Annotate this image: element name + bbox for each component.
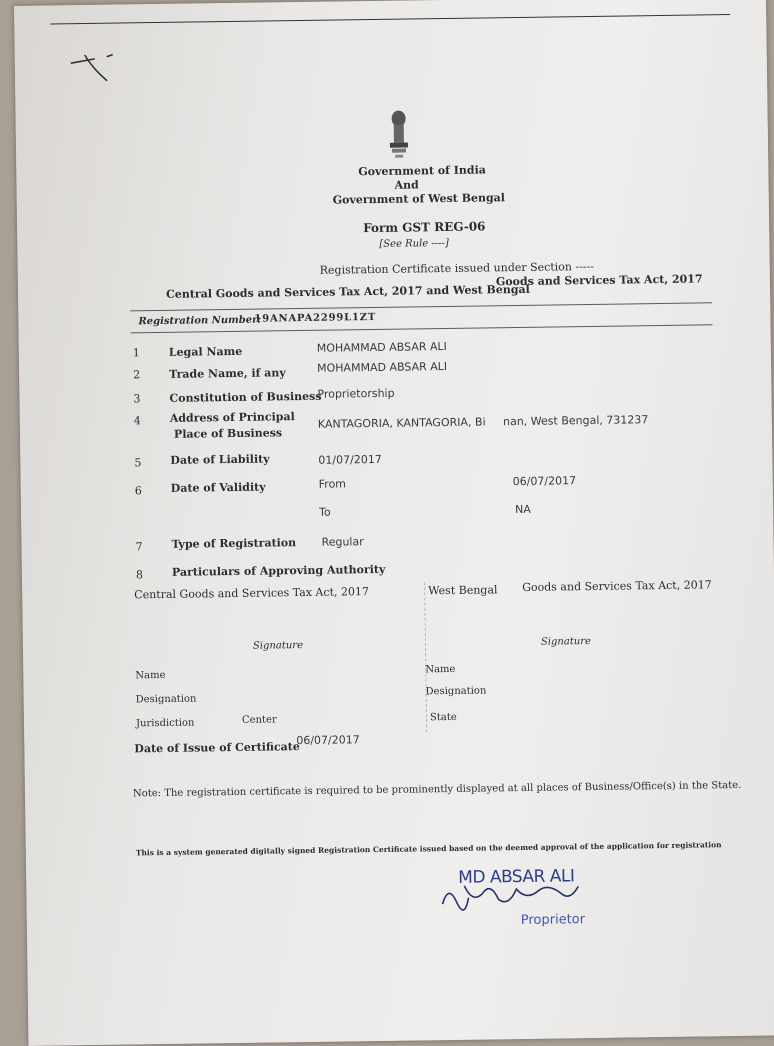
registration-type-value: Regular [321,535,364,549]
stamp-name: MD ABSAR ALI [458,866,575,888]
validity-from-label: From [318,477,347,491]
address-value: KANTAGORIA, KANTAGORIA, Bi nan, West Bengal, 731237 [317,413,649,431]
top-rule [50,14,730,24]
legal-name-value: MOHAMMAD ABSAR ALI [316,339,447,355]
registration-number: 19ANAPA2299L1ZT [254,311,377,325]
gov-state: Government of West Bengal [332,191,506,207]
field-num-4: 4 [133,414,141,428]
signature-left: Signature [252,640,304,652]
validity-from-value: 06/07/2017 [512,474,577,489]
field-num-5: 5 [134,456,142,470]
signature-right: Signature [540,636,592,648]
trade-name-value: MOHAMMAD ABSAR ALI [316,359,448,375]
emblem-icon [385,108,412,160]
validity-to-value: NA [514,502,531,517]
name-right: Name [425,663,456,676]
liability-value: 01/07/2017 [318,452,382,467]
state: State [429,711,457,724]
state-act: Goods and Services Tax Act, 2017 [522,578,712,594]
approving-authority-label: Particulars of Approving Authority [171,562,386,579]
field-num-6: 6 [134,484,142,498]
registration-type-label: Type of Registration [171,536,297,551]
issue-date-label: Date of Issue of Certificate [134,740,300,756]
reg-rule-top [130,302,712,311]
field-num-8: 8 [135,568,144,582]
see-rule: [See Rule ----] [379,237,449,250]
act-left: Central Goods and Services Tax Act, 2017 and West Bengal [165,282,530,301]
authority-divider [424,582,427,732]
validity-label: Date of Validity [170,480,266,495]
and-text: And [394,178,419,192]
pen-mark [67,48,128,89]
address-label: Address of Principal [169,410,295,425]
central-act: Central Goods and Services Tax Act, 2017 [134,585,370,602]
address-label-2: Place of Business [173,426,283,441]
trade-name-label: Trade Name, if any [169,366,286,381]
act-right: Goods and Services Tax Act, 2017 [495,272,703,289]
certificate-page [14,0,774,1046]
designation-right: Designation [425,685,487,698]
state-name: West Bengal [428,583,498,598]
field-num-1: 1 [132,346,140,360]
footer-text: This is a system generated digitally signed Registration Certificate issued based on the deemed approval of the application for registration [135,840,722,858]
field-num-2: 2 [133,368,141,382]
note-text: Note: The registration certificate is required to be prominently displayed at all places of Business/Office(s) in the State. [132,779,742,800]
center: Center [241,714,277,726]
name-left: Name [135,669,166,682]
validity-to-label: To [319,505,331,519]
form-title: Form GST REG-06 [363,219,486,236]
field-num-3: 3 [133,392,141,406]
liability-label: Date of Liability [170,452,270,467]
proprietor-stamp [438,866,609,948]
legal-name-label: Legal Name [168,344,243,359]
constitution-value: Proprietorship [317,386,395,401]
stamp-role: Proprietor [520,912,586,929]
issue-date-value: 06/07/2017 [296,733,360,748]
cert-issued: Registration Certificate issued under Section ----- [319,259,595,277]
field-num-7: 7 [135,540,143,554]
gov-india: Government of India [358,163,486,179]
jurisdiction: Jurisdiction [135,717,195,730]
designation-left: Designation [135,693,197,706]
constitution-label: Constitution of Business [169,389,322,405]
registration-label: Registration Number: [138,314,262,328]
